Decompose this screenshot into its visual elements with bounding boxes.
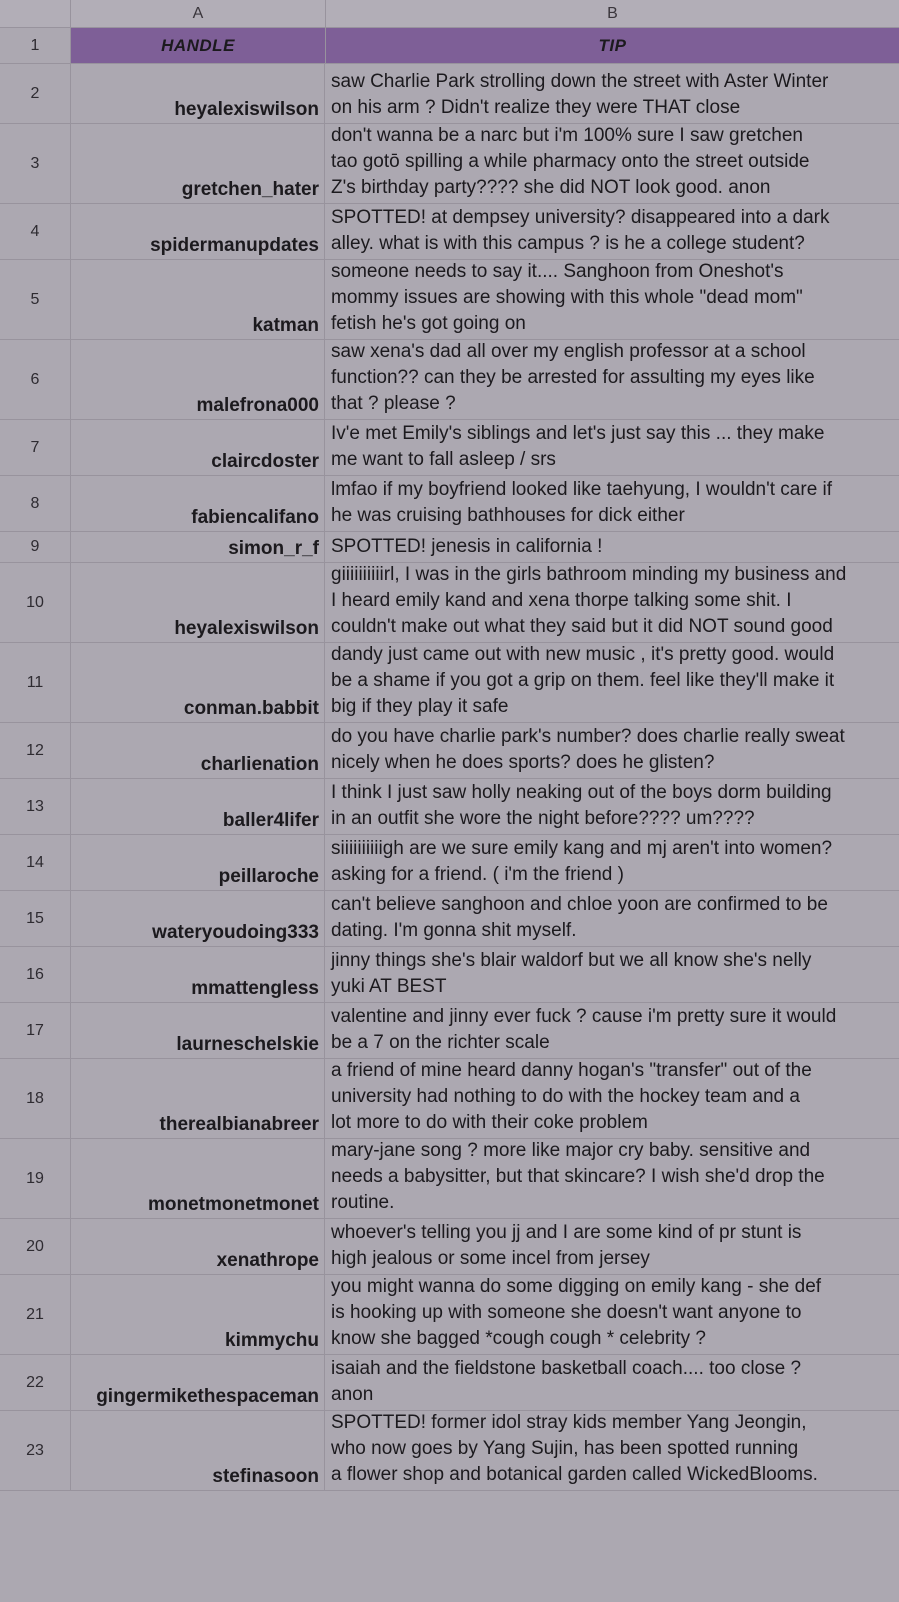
tip-cell[interactable] bbox=[325, 1411, 899, 1490]
tip-cell[interactable] bbox=[325, 947, 899, 1002]
handle-cell[interactable]: simon_r_f bbox=[71, 532, 325, 562]
tip-cell[interactable] bbox=[325, 779, 899, 834]
table-row bbox=[0, 1219, 899, 1275]
tip-text: SPOTTED! former idol stray kids member Yang Jeongin, who now goes by Yang Sujin, has been spotted running a flower shop and botanical garden called WickedBlooms. bbox=[331, 1412, 818, 1485]
handle-cell[interactable]: stefinasoon bbox=[71, 1411, 325, 1490]
handle-header-cell[interactable]: HANDLE bbox=[71, 28, 326, 63]
table-row bbox=[0, 891, 899, 947]
row-number[interactable]: 13 bbox=[0, 779, 71, 834]
tip-text: I think I just saw holly neaking out of the boys dorm building in an outfit she wore the night before???? um???? bbox=[331, 782, 832, 829]
handle-cell[interactable]: gingermikethespaceman bbox=[71, 1355, 325, 1410]
row-number[interactable]: 9 bbox=[0, 532, 71, 562]
row-number[interactable]: 21 bbox=[0, 1275, 71, 1354]
table-row bbox=[0, 532, 899, 563]
tip-cell[interactable] bbox=[325, 1139, 899, 1218]
table-row bbox=[0, 64, 899, 124]
tip-text: isaiah and the fieldstone basketball coach.... too close ? anon bbox=[331, 1358, 802, 1405]
handle-cell[interactable]: katman bbox=[71, 260, 325, 339]
tip-cell[interactable] bbox=[325, 532, 899, 562]
table-row bbox=[0, 723, 899, 779]
tip-text: siiiiiiiiiigh are we sure emily kang and mj aren't into women? asking for a friend. ( i'm the friend ) bbox=[331, 838, 833, 885]
row-number[interactable]: 11 bbox=[0, 643, 71, 722]
row-number[interactable]: 12 bbox=[0, 723, 71, 778]
row-number[interactable]: 17 bbox=[0, 1003, 71, 1058]
tip-cell[interactable] bbox=[325, 643, 899, 722]
tip-text: someone needs to say it.... Sanghoon from Oneshot's mommy issues are showing with this whole "dead mom" fetish he's got going on bbox=[331, 261, 803, 334]
table-row bbox=[0, 260, 899, 340]
handle-cell[interactable]: kimmychu bbox=[71, 1275, 325, 1354]
tip-text: saw Charlie Park strolling down the street with Aster Winter on his arm ? Didn't realize they were THAT close bbox=[331, 71, 829, 118]
table-row bbox=[0, 643, 899, 723]
row-number[interactable]: 3 bbox=[0, 124, 71, 203]
tip-cell[interactable] bbox=[325, 1003, 899, 1058]
tip-text: do you have charlie park's number? does charlie really sweat nicely when he does sports? does he glisten? bbox=[331, 726, 845, 773]
column-header-a[interactable]: A bbox=[71, 0, 326, 27]
table-row bbox=[0, 124, 899, 204]
handle-cell[interactable]: gretchen_hater bbox=[71, 124, 325, 203]
tip-text: can't believe sanghoon and chloe yoon are confirmed to be dating. I'm gonna shit myself. bbox=[331, 894, 828, 941]
table-row bbox=[0, 1411, 899, 1491]
handle-cell[interactable]: claircdoster bbox=[71, 420, 325, 475]
table-row bbox=[0, 1059, 899, 1139]
handle-cell[interactable]: wateryoudoing333 bbox=[71, 891, 325, 946]
table-row bbox=[0, 1139, 899, 1219]
tip-text: dandy just came out with new music , it's pretty good. would be a shame if you got a grip on them. feel like they'll make it big if they play it safe bbox=[331, 644, 835, 717]
column-header-b[interactable]: B bbox=[607, 4, 618, 22]
table-row bbox=[0, 1275, 899, 1355]
row-number[interactable]: 2 bbox=[0, 64, 71, 123]
tip-text: giiiiiiiiiirl, I was in the girls bathroom minding my business and I heard emily kand and xena thorpe talking some shit. I couldn't make out what they said but it did NOT sound good bbox=[331, 564, 847, 637]
tip-text: jinny things she's blair waldorf but we all know she's nelly yuki AT BEST bbox=[331, 950, 812, 997]
tip-cell[interactable] bbox=[325, 476, 899, 531]
tip-cell[interactable] bbox=[325, 260, 899, 339]
row-number[interactable]: 14 bbox=[0, 835, 71, 890]
row-number[interactable]: 5 bbox=[0, 260, 71, 339]
handle-cell[interactable]: baller4lifer bbox=[71, 779, 325, 834]
tip-text: SPOTTED! jenesis in california ! bbox=[331, 536, 603, 557]
table-row bbox=[0, 1355, 899, 1411]
table-row bbox=[0, 340, 899, 420]
tip-text: SPOTTED! at dempsey university? disappeared into a dark alley. what is with this campus ? is he a college student? bbox=[331, 207, 830, 254]
handle-cell[interactable]: therealbianabreer bbox=[71, 1059, 325, 1138]
handle-cell[interactable]: heyalexiswilson bbox=[71, 64, 325, 123]
tip-text: you might wanna do some digging on emily kang - she def is hooking up with someone she doesn't want anyone to know she bagged *cough cough * celebrity ? bbox=[331, 1276, 822, 1349]
handle-cell[interactable]: heyalexiswilson bbox=[71, 563, 325, 642]
handle-cell[interactable]: charlienation bbox=[71, 723, 325, 778]
tip-text: whoever's telling you jj and I are some kind of pr stunt is high jealous or some incel from jersey bbox=[331, 1222, 802, 1269]
handle-cell[interactable]: monetmonetmonet bbox=[71, 1139, 325, 1218]
row-number[interactable]: 1 bbox=[0, 28, 71, 63]
row-number[interactable]: 18 bbox=[0, 1059, 71, 1138]
handle-cell[interactable]: laurneschelskie bbox=[71, 1003, 325, 1058]
tip-cell[interactable] bbox=[325, 64, 899, 123]
row-number[interactable]: 15 bbox=[0, 891, 71, 946]
select-all-corner[interactable] bbox=[0, 0, 71, 27]
row-number[interactable]: 10 bbox=[0, 563, 71, 642]
table-row bbox=[0, 420, 899, 476]
handle-cell[interactable]: mmattengless bbox=[71, 947, 325, 1002]
data-rows bbox=[0, 64, 899, 1491]
row-number[interactable]: 7 bbox=[0, 420, 71, 475]
tip-cell[interactable] bbox=[325, 723, 899, 778]
tip-cell[interactable] bbox=[325, 891, 899, 946]
handle-cell[interactable]: conman.babbit bbox=[71, 643, 325, 722]
tip-header-cell[interactable]: TIP bbox=[326, 28, 899, 63]
tip-text: don't wanna be a narc but i'm 100% sure I saw gretchen tao gotō spilling a while pharmacy onto the street outside Z's birthday party???? she did NOT look good. anon bbox=[331, 125, 810, 198]
tip-cell[interactable] bbox=[325, 835, 899, 890]
tip-text: mary-jane song ? more like major cry baby. sensitive and needs a babysitter, but that skincare? I wish she'd drop the routine. bbox=[331, 1140, 825, 1213]
tip-text: lmfao if my boyfriend looked like taehyung, I wouldn't care if he was cruising bathhouses for dick either bbox=[331, 479, 833, 526]
row-number[interactable]: 16 bbox=[0, 947, 71, 1002]
table-row bbox=[0, 1003, 899, 1059]
row-number[interactable]: 4 bbox=[0, 204, 71, 259]
column-header-bar bbox=[0, 0, 899, 28]
handle-cell[interactable]: spidermanupdates bbox=[71, 204, 325, 259]
tip-text: Iv'e met Emily's siblings and let's just say this ... they make me want to fall asleep / srs bbox=[331, 423, 825, 470]
table-row bbox=[0, 563, 899, 643]
tip-cell[interactable] bbox=[325, 124, 899, 203]
table-row bbox=[0, 947, 899, 1003]
table-row bbox=[0, 835, 899, 891]
handle-cell[interactable]: xenathrope bbox=[71, 1219, 325, 1274]
tip-text: saw xena's dad all over my english professor at a school function?? can they be arrested for assulting my eyes like that ? please ? bbox=[331, 341, 815, 414]
row-number[interactable]: 19 bbox=[0, 1139, 71, 1218]
tip-text: a friend of mine heard danny hogan's "transfer" out of the university had nothing to do with the hockey team and a lot more to do with their coke problem bbox=[331, 1060, 812, 1133]
tip-text: valentine and jinny ever fuck ? cause i'm pretty sure it would be a 7 on the richter scale bbox=[331, 1006, 837, 1053]
tip-cell[interactable] bbox=[325, 563, 899, 642]
handle-cell[interactable]: malefrona000 bbox=[71, 340, 325, 419]
tip-cell[interactable] bbox=[325, 1355, 899, 1410]
table-row bbox=[0, 476, 899, 532]
handle-cell[interactable]: fabiencalifano bbox=[71, 476, 325, 531]
row-number[interactable]: 6 bbox=[0, 340, 71, 419]
row-number[interactable]: 23 bbox=[0, 1411, 71, 1490]
handle-cell[interactable]: peillaroche bbox=[71, 835, 325, 890]
row-number[interactable]: 22 bbox=[0, 1355, 71, 1410]
tip-cell[interactable] bbox=[325, 420, 899, 475]
table-row bbox=[0, 204, 899, 260]
tip-cell[interactable] bbox=[325, 1275, 899, 1354]
tip-cell[interactable] bbox=[325, 1219, 899, 1274]
tip-cell[interactable] bbox=[325, 204, 899, 259]
row-number[interactable]: 8 bbox=[0, 476, 71, 531]
table-row bbox=[0, 779, 899, 835]
tip-cell[interactable] bbox=[325, 1059, 899, 1138]
row-number[interactable]: 20 bbox=[0, 1219, 71, 1274]
tip-cell[interactable] bbox=[325, 340, 899, 419]
header-row bbox=[0, 28, 899, 64]
